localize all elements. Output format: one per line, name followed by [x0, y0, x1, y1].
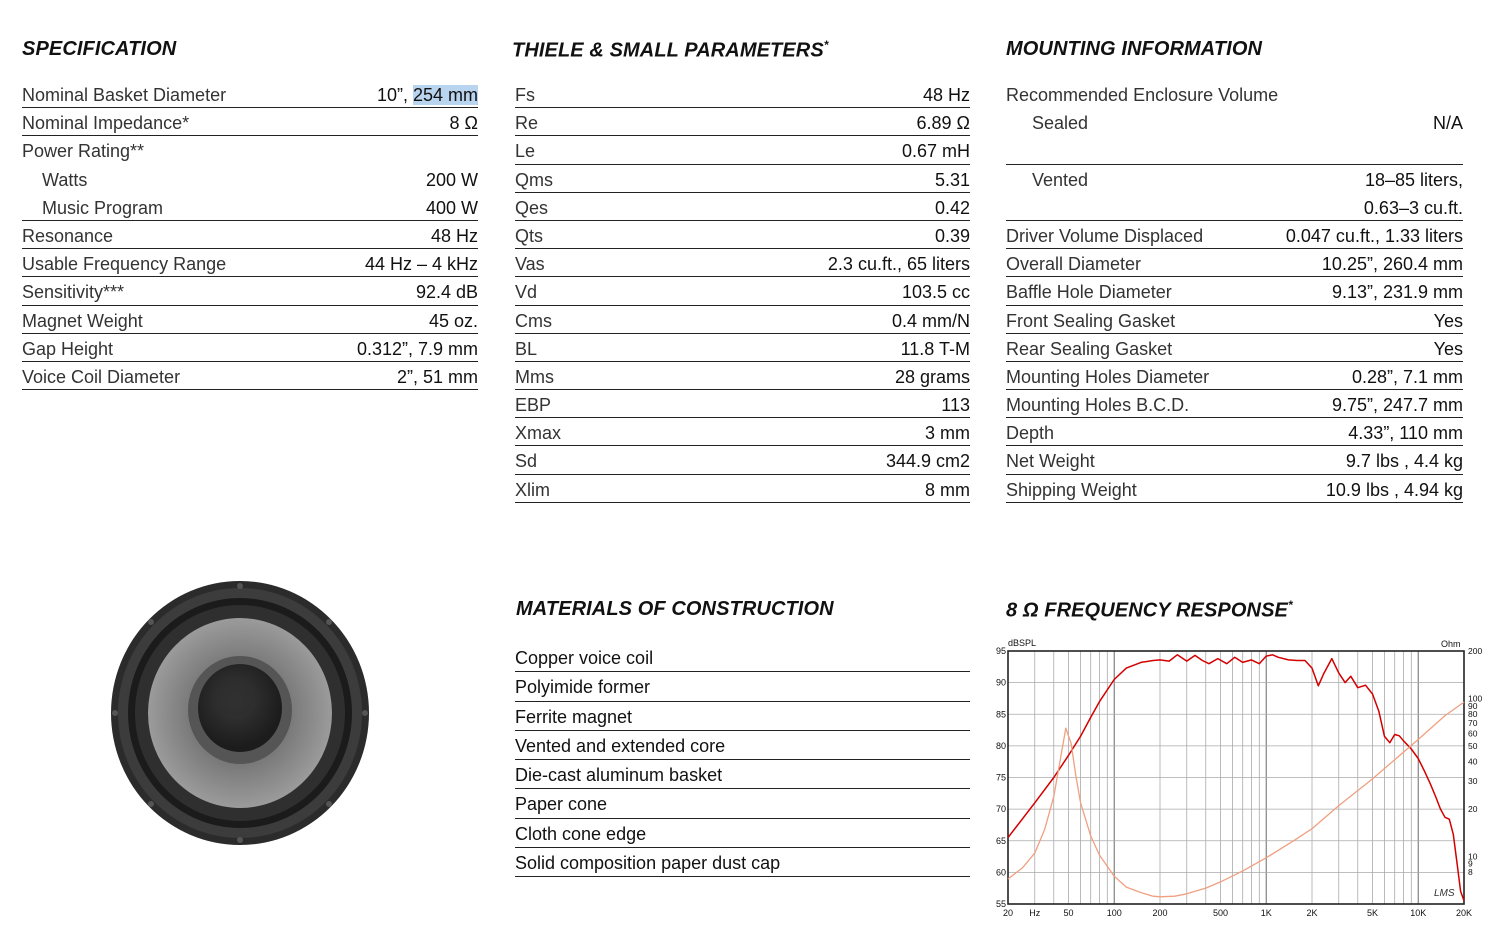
ts-row — [515, 108, 970, 136]
y2-tick-label: 50 — [1468, 741, 1478, 752]
y-tick-labels — [996, 646, 1006, 909]
row-label: Vd — [515, 282, 538, 303]
spec-row — [22, 334, 478, 362]
y2-tick-label: 40 — [1468, 756, 1478, 767]
material-item — [515, 789, 970, 818]
row-value: 9.7 lbs , 4.4 kg — [1345, 451, 1463, 472]
row-label: Le — [515, 141, 536, 162]
material-item — [515, 672, 970, 701]
row-label: Solid composition paper dust cap — [515, 853, 781, 874]
ts-row — [515, 390, 970, 418]
mount-row — [1006, 306, 1463, 334]
row-label: Vented — [1032, 169, 1089, 190]
frequency-response-chart — [995, 638, 1486, 922]
row-value: Yes — [1433, 310, 1463, 331]
row-label: Vented and extended core — [515, 735, 726, 756]
spec-row — [22, 193, 478, 221]
y-tick-label: 75 — [995, 772, 1006, 783]
x-tick-label: 2K — [1306, 908, 1318, 918]
ts-table — [515, 80, 970, 503]
spec-heading: SPECIFICATION — [22, 38, 177, 60]
row-label: Sealed — [1032, 113, 1089, 134]
y2-tick-label: 9 — [1468, 858, 1473, 869]
spec-row — [22, 277, 478, 305]
y-tick-label: 65 — [995, 835, 1006, 846]
row-label: Nominal Impedance* — [22, 113, 190, 134]
x-tick-label: 20K — [1455, 908, 1473, 918]
row-label: Copper voice coil — [515, 648, 654, 668]
row-label: Baffle Hole Diameter — [1006, 282, 1172, 303]
ts-row — [515, 80, 970, 108]
row-label: Qts — [515, 225, 544, 246]
y2-tick-label: 80 — [1468, 708, 1478, 719]
x-tick-label: 20 — [1002, 908, 1014, 918]
ts-row — [515, 306, 970, 334]
row-label: Sensitivity*** — [22, 282, 125, 303]
lms-watermark: LMS — [1434, 888, 1455, 899]
row-value: 103.5 cc — [901, 282, 970, 303]
row-label: Sd — [515, 451, 538, 472]
materials-list — [515, 643, 970, 877]
row-label: Polyimide former — [515, 677, 651, 698]
row-value: 11.8 T-M — [900, 338, 970, 359]
row-label: Die-cast aluminum basket — [515, 765, 723, 786]
row-value: 0.047 cu.ft., 1.33 liters — [1285, 225, 1463, 246]
row-label: Fs — [515, 85, 535, 105]
mount-row — [1006, 221, 1463, 249]
row-label: Qes — [515, 197, 549, 218]
ts-row — [515, 446, 970, 474]
mount-row — [1006, 362, 1463, 390]
x-tick-label: 200 — [1152, 908, 1168, 918]
row-label: Driver Volume Displaced — [1006, 225, 1204, 246]
row-value: 0.312”, 7.9 mm — [356, 338, 478, 359]
spec-row — [22, 108, 478, 136]
row-label: Nominal Basket Diameter — [22, 85, 227, 105]
x-tick-label: 1K — [1260, 908, 1272, 918]
row-label: Cms — [515, 310, 552, 331]
row-value: 400 W — [425, 197, 478, 218]
material-item — [515, 848, 970, 877]
mount-row — [1006, 249, 1463, 277]
row-label: Paper cone — [515, 794, 608, 815]
row-label: Shipping Weight — [1006, 479, 1137, 500]
y2-tick-label: 20 — [1468, 803, 1478, 814]
row-value: 45 oz. — [428, 310, 478, 331]
row-value: 48 Hz — [430, 225, 478, 246]
y2-tick-label: 90 — [1468, 700, 1478, 711]
ts-row — [515, 277, 970, 305]
value-inches: 10”, — [376, 85, 413, 105]
y2-tick-label: 100 — [1468, 693, 1483, 704]
ts-heading-text: THIELE & SMALL PARAMETERS — [512, 39, 824, 62]
row-value — [377, 81, 478, 109]
right-unit-label: Ohm — [1441, 639, 1461, 649]
mount-table — [1006, 80, 1463, 503]
mount-row — [1006, 193, 1463, 221]
row-value: 9.13”, 231.9 mm — [1331, 282, 1463, 303]
row-label: BL — [515, 338, 538, 359]
y-tick-label: 95 — [995, 646, 1006, 656]
mount-row — [1006, 136, 1463, 164]
ts-row — [515, 193, 970, 221]
row-value: 2.3 cu.ft., 65 liters — [827, 254, 970, 275]
row-label: Recommended Enclosure Volume — [1006, 85, 1279, 105]
ts-row — [515, 165, 970, 193]
row-value: Yes — [1433, 338, 1463, 359]
row-value: 0.42 — [934, 197, 970, 218]
row-value: 9.75”, 247.7 mm — [1331, 395, 1463, 416]
spec-row — [22, 221, 478, 249]
x-tick-label: 500 — [1212, 908, 1229, 918]
fr-heading — [1006, 598, 1293, 623]
mount-row — [1006, 80, 1463, 108]
row-label: Power Rating** — [22, 141, 145, 162]
ts-row — [515, 136, 970, 164]
material-item — [515, 819, 970, 848]
row-label: Mounting Holes B.C.D. — [1006, 395, 1190, 416]
row-value: 4.33”, 110 mm — [1348, 423, 1463, 444]
spec-row — [22, 306, 478, 334]
row-label: Cloth cone edge — [515, 823, 647, 844]
row-label: Re — [515, 113, 539, 134]
ts-heading — [512, 38, 829, 63]
row-label: Magnet Weight — [22, 310, 143, 331]
row-value: 344.9 cm2 — [885, 451, 970, 472]
ts-row — [515, 221, 970, 249]
ts-row — [515, 418, 970, 446]
row-label: Rear Sealing Gasket — [1006, 338, 1173, 359]
row-value: 3 mm — [925, 423, 970, 444]
row-label: EBP — [515, 395, 552, 416]
row-label: Usable Frequency Range — [22, 254, 227, 275]
ts-row — [515, 334, 970, 362]
row-label: Depth — [1006, 423, 1055, 444]
fr-heading-text: 8 Ω FREQUENCY RESPONSE — [1006, 599, 1288, 622]
row-label: Gap Height — [22, 338, 114, 359]
row-value: 10.25”, 260.4 mm — [1321, 254, 1463, 275]
y2-tick-label: 10 — [1468, 851, 1478, 862]
mount-heading: MOUNTING INFORMATION — [1006, 38, 1263, 60]
x-tick-label: 50 — [1063, 908, 1074, 918]
material-item — [515, 760, 970, 789]
y2-tick-label: 8 — [1468, 866, 1473, 877]
y2-tick-label: 60 — [1468, 728, 1478, 739]
row-label: Vas — [515, 254, 545, 275]
value-mm-selected[interactable]: 254 mm — [412, 85, 478, 105]
spec-row — [22, 249, 478, 277]
row-value: 2”, 51 mm — [396, 366, 478, 387]
speaker-image — [110, 580, 372, 846]
spec-table — [22, 80, 478, 390]
row-value: 92.4 dB — [415, 282, 478, 303]
y2-tick-label: 200 — [1468, 646, 1483, 656]
row-label: Watts — [42, 169, 88, 190]
y-tick-label: 80 — [995, 740, 1006, 751]
x-tick-label: 10K — [1410, 908, 1427, 918]
mount-row — [1006, 334, 1463, 362]
impedance-curve — [1008, 702, 1464, 897]
y2-tick-labels — [1468, 646, 1482, 877]
row-value: 0.39 — [934, 225, 970, 246]
row-value: 113 — [941, 395, 970, 416]
row-value: 8 Ω — [449, 113, 478, 134]
left-unit-label: dBSPL — [1008, 638, 1037, 648]
y-tick-label: 70 — [995, 804, 1006, 815]
mount-row — [1006, 390, 1463, 418]
row-value: 10.9 lbs , 4.94 kg — [1325, 479, 1463, 500]
row-value: 48 Hz — [922, 85, 970, 105]
mount-row — [1006, 418, 1463, 446]
row-value: 44 Hz – 4 kHz — [364, 254, 478, 275]
x-tick-label: 100 — [1106, 908, 1122, 918]
y-tick-label: 55 — [995, 899, 1006, 909]
row-value: 6.89 Ω — [916, 113, 970, 134]
row-value: 0.63–3 cu.ft. — [1363, 197, 1463, 218]
ts-heading-mark: * — [823, 38, 829, 52]
row-value: 200 W — [425, 169, 478, 190]
spec-row — [22, 165, 478, 193]
material-item — [515, 702, 970, 731]
row-value: 5.31 — [934, 169, 970, 190]
row-label: Xmax — [515, 423, 562, 444]
material-item — [515, 731, 970, 760]
mount-row — [1006, 165, 1463, 193]
row-label: Voice Coil Diameter — [22, 366, 181, 387]
materials-heading: MATERIALS OF CONSTRUCTION — [516, 598, 834, 620]
y-tick-label: 90 — [995, 677, 1006, 688]
x-tick-label: Hz — [1029, 908, 1041, 918]
row-value: 0.4 mm/N — [891, 310, 970, 331]
spec-row — [22, 80, 478, 108]
row-label: Mms — [515, 366, 554, 387]
row-label: Front Sealing Gasket — [1006, 310, 1176, 331]
row-value: 28 grams — [894, 366, 970, 387]
row-label: Xlim — [515, 479, 550, 500]
row-label: Music Program — [42, 197, 164, 218]
row-value: 0.28”, 7.1 mm — [1351, 366, 1463, 387]
spec-row — [22, 136, 478, 164]
material-item — [515, 643, 970, 672]
row-label: Mounting Holes Diameter — [1006, 366, 1210, 387]
row-label: Overall Diameter — [1006, 254, 1142, 275]
mount-row — [1006, 446, 1463, 474]
x-tick-labels — [1003, 908, 1472, 918]
y-tick-label: 60 — [995, 867, 1006, 878]
row-value: 0.67 mH — [901, 141, 970, 162]
x-tick-label: 5K — [1366, 908, 1378, 918]
mount-row — [1006, 475, 1463, 503]
y2-tick-label: 70 — [1468, 718, 1478, 729]
mount-row — [1006, 108, 1463, 136]
spec-row — [22, 362, 478, 390]
ts-row — [515, 249, 970, 277]
row-value: 18–85 liters, — [1364, 169, 1463, 190]
row-label: Ferrite magnet — [515, 706, 633, 727]
row-label: Net Weight — [1006, 451, 1095, 472]
row-label: Qms — [515, 169, 553, 190]
mount-row — [1006, 277, 1463, 305]
row-value: N/A — [1432, 113, 1463, 134]
ts-row — [515, 475, 970, 503]
y-tick-label: 85 — [995, 709, 1006, 720]
ts-row — [515, 362, 970, 390]
fr-heading-mark: * — [1287, 598, 1293, 612]
y2-tick-label: 30 — [1468, 776, 1478, 787]
row-value: 8 mm — [925, 479, 970, 500]
row-label: Resonance — [22, 225, 114, 246]
